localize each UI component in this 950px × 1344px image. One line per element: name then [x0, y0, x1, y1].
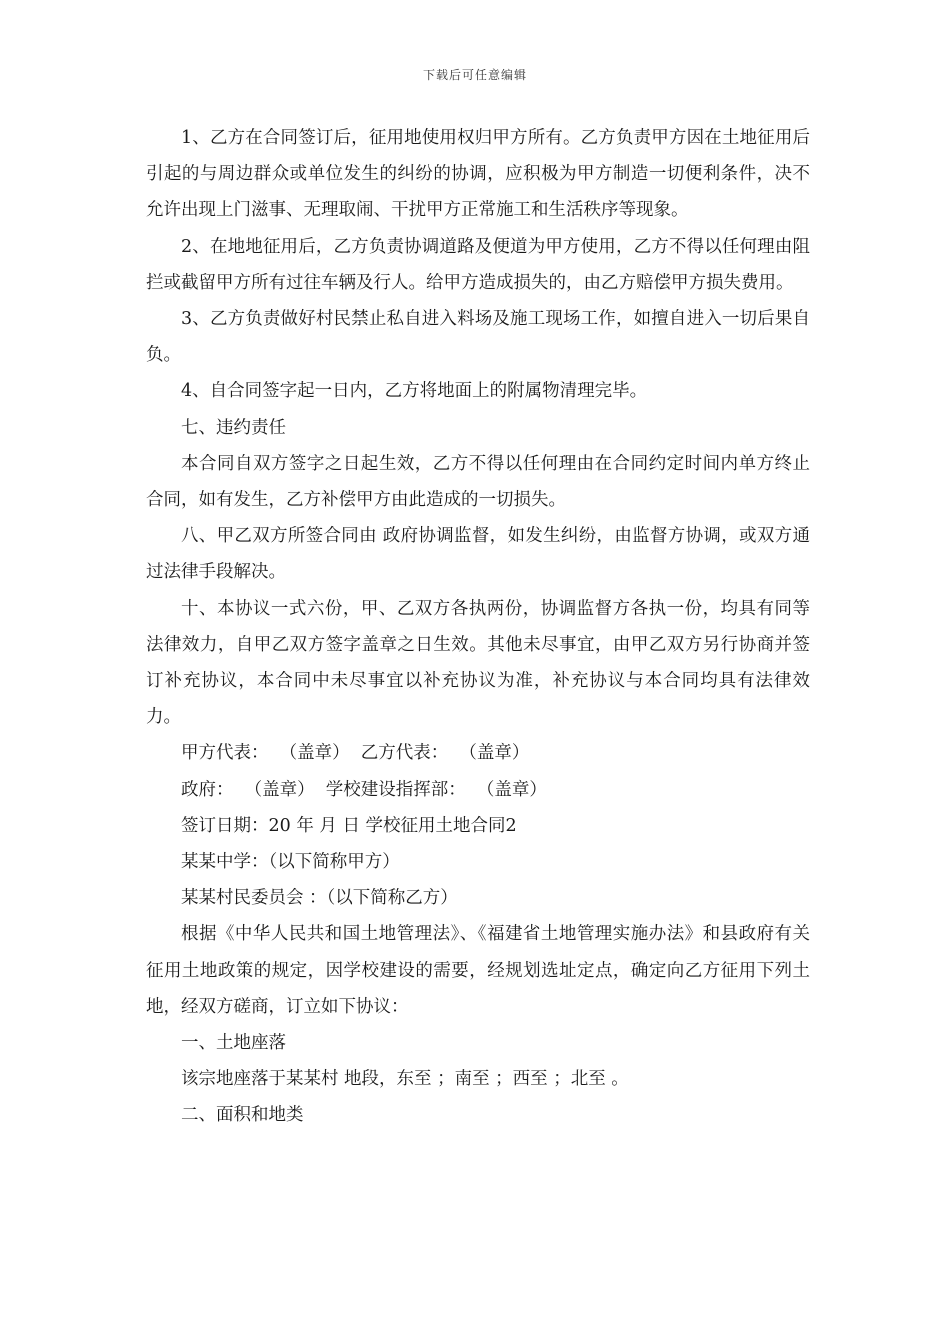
breach-clause: 本合同自双方签字之日起生效，乙方不得以任何理由在合同约定时间内单方终止合同，如有发生，乙方补偿甲方由此造成的一切损失。 [146, 453, 810, 511]
party-b: 某某村民委员会 ：（以下简称乙方） [181, 888, 458, 909]
party-a: 某某中学：（以下简称甲方） [181, 852, 400, 873]
preamble: 根据《中华人民共和国土地管理法》、《福建省土地管理实施办法》和县政府有关征用土地政策的规定，因学校建设的需要，经规划选址定点，确定向乙方征用下列土地，经双方磋商，订立如下协议： [146, 924, 810, 1017]
document-body [146, 120, 810, 1134]
clause-1: 1、乙方在合同签订后，征用地使用权归甲方所有。乙方负责甲方因在土地征用后引起的与周边群众或单位发生的纠纷的协调，应积极为甲方制造一切便利条件，决不允许出现上门滋事、无理取闹、干扰甲方正常施工和生活秩序等现象。 [146, 128, 810, 221]
signature-line-government: 政府： （盖章） 学校建设指挥部： （盖章） [181, 779, 547, 800]
signature-line-parties: 甲方代表： （盖章） 乙方代表： （盖章） [181, 743, 530, 764]
section-heading-breach: 七、违约责任 [181, 417, 286, 438]
clause-supervision: 八、甲乙双方所签合同由 政府协调监督，如发生纠纷，由监督方协调，或双方通过法律手段解决。 [146, 526, 810, 583]
clause-3: 3、乙方负责做好村民禁止私自进入料场及施工现场工作，如擅自进入一切后果自负。 [146, 309, 810, 366]
clause-4: 4、自合同签字起一日内，乙方将地面上的附属物清理完毕。 [181, 381, 648, 402]
clause-2: 2、在地地征用后，乙方负责协调道路及便道为甲方使用，乙方不得以任何理由阻拦或截留甲方所有过往车辆及行人。给甲方造成损失的，由乙方赔偿甲方损失费用。 [146, 236, 810, 293]
section-heading-area: 二、面积和地类 [181, 1105, 304, 1126]
clause-copies: 十、本协议一式六份，甲、乙双方各执两份，协调监督方各执一份，均具有同等法律效力，自甲乙双方签字盖章之日生效。其他未尽事宜，由甲乙双方另行协商并签订补充协议，本合同中未尽事宜以补充协议为准，补充协议与本合同均具有法律效力。 [146, 598, 810, 728]
signing-date: 签订日期：20 年 月 日 学校征用土地合同2 [181, 815, 517, 836]
location-clause: 该宗地座落于某某村 地段，东至 ；南至 ；西至 ；北至 。 [181, 1069, 629, 1090]
section-heading-location: 一、土地座落 [181, 1033, 286, 1054]
page-header: 下载后可任意编辑 [422, 68, 527, 82]
